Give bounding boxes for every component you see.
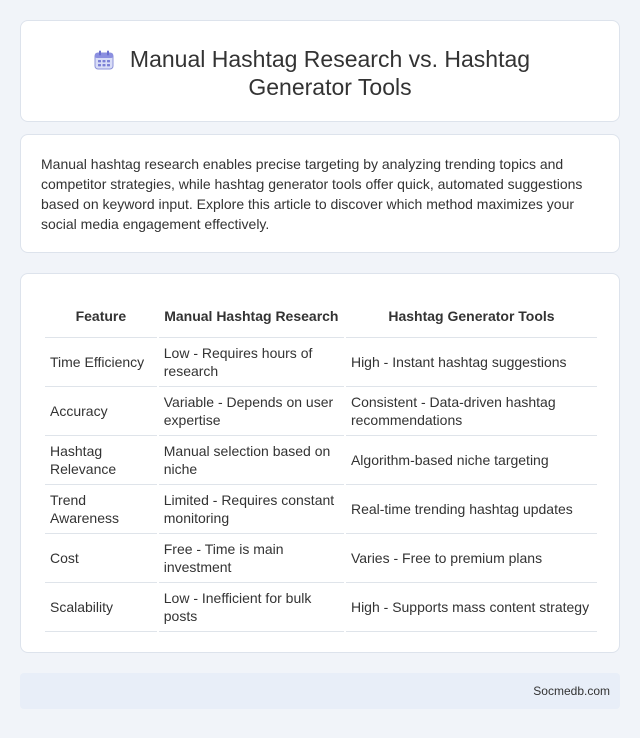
- row-generator-cell: High - Instant hashtag suggestions: [346, 338, 597, 387]
- row-feature-cell: Time Efficiency: [45, 338, 157, 387]
- calendar-icon: [93, 49, 115, 71]
- row-generator-cell: Varies - Free to premium plans: [346, 534, 597, 583]
- row-feature-cell: Scalability: [45, 583, 157, 632]
- row-generator-cell: Real-time trending hashtag updates: [346, 485, 597, 534]
- footer-site-link[interactable]: Socmedb.com: [533, 684, 610, 698]
- column-header-feature: Feature: [45, 294, 157, 338]
- row-generator-cell: High - Supports mass content strategy: [346, 583, 597, 632]
- table-row: [45, 436, 597, 485]
- column-header-manual: Manual Hashtag Research: [159, 294, 344, 338]
- column-header-generator: Hashtag Generator Tools: [346, 294, 597, 338]
- row-manual-cell: Limited - Requires constant monitoring: [159, 485, 344, 534]
- table-row: [45, 583, 597, 632]
- table-row: [45, 534, 597, 583]
- comparison-table: [43, 294, 599, 632]
- row-generator-cell: Consistent - Data-driven hashtag recommendations: [346, 387, 597, 436]
- row-manual-cell: Low - Inefficient for bulk posts: [159, 583, 344, 632]
- comparison-table-card: [20, 273, 620, 653]
- row-manual-cell: Low - Requires hours of research: [159, 338, 344, 387]
- intro-paragraph: Manual hashtag research enables precise targeting by analyzing trending topics and competitor strategies, while hashtag generator tools offer quick, automated suggestions based on keyword input. Explore this article to discover which method maximizes your social media engagement effectively.: [41, 156, 583, 232]
- table-row: [45, 338, 597, 387]
- row-feature-cell: Hashtag Relevance: [45, 436, 157, 485]
- row-generator-cell: Algorithm-based niche targeting: [346, 436, 597, 485]
- row-feature-cell: Trend Awareness: [45, 485, 157, 534]
- row-manual-cell: Free - Time is main investment: [159, 534, 344, 583]
- row-feature-cell: Accuracy: [45, 387, 157, 436]
- table-row: [45, 387, 597, 436]
- table-row: [45, 485, 597, 534]
- footer-bar: [20, 673, 620, 709]
- table-header-row: [45, 294, 597, 338]
- row-manual-cell: Manual selection based on niche: [159, 436, 344, 485]
- title-card: [20, 20, 620, 122]
- row-feature-cell: Cost: [45, 534, 157, 583]
- page-title: Manual Hashtag Research vs. Hashtag Generator Tools: [129, 46, 531, 100]
- title-wrap: [21, 45, 619, 101]
- row-manual-cell: Variable - Depends on user expertise: [159, 387, 344, 436]
- intro-card: [20, 134, 620, 253]
